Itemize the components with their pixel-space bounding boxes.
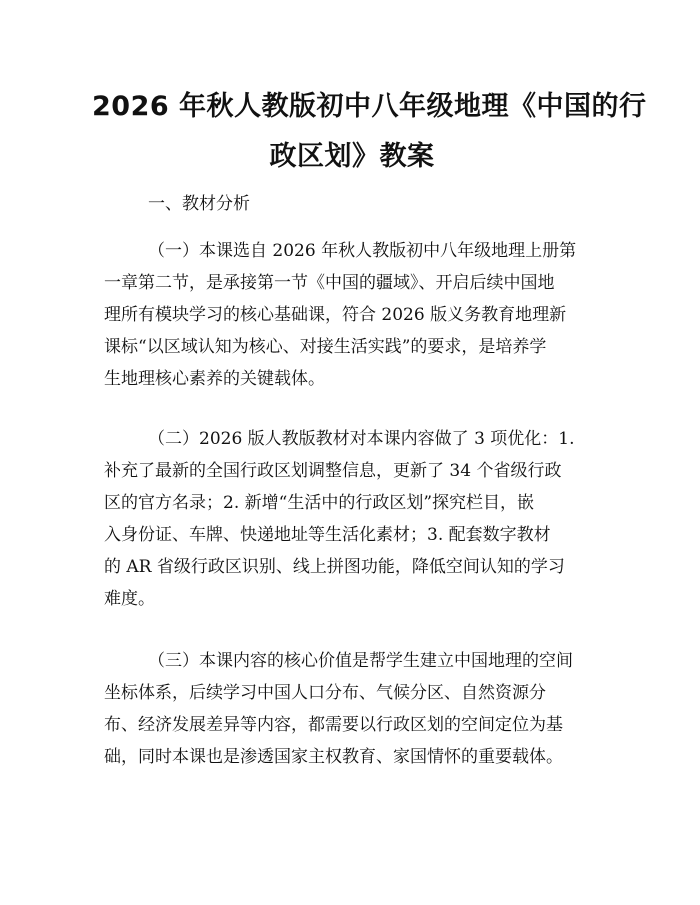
paragraph-core-value xyxy=(104,645,604,773)
paragraph-line: 区的官方名录；2. 新增“生活中的行政区划”探究栏目，嵌 xyxy=(104,493,535,513)
paragraph-line: （二）2026 版人教版教材对本课内容做了 3 项优化：1. xyxy=(148,429,575,449)
paragraph-line: （三）本课内容的核心价值是帮学生建立中国地理的空间 xyxy=(148,651,573,671)
paragraph-line: 础，同时本课也是渗透国家主权教育、家国情怀的重要载体。 xyxy=(104,747,563,767)
paragraph-line: 一章第二节，是承接第一节《中国的疆域》、开启后续中国地 xyxy=(104,273,555,293)
paragraph-line: 理所有模块学习的核心基础课，符合 2026 版义务教育地理新 xyxy=(104,305,567,325)
title-line: 2026 年秋人教版初中八年级地理《中国的行 xyxy=(92,91,647,122)
document-title xyxy=(92,82,647,182)
paragraph-line: 的 AR 省级行政区识别、线上拼图功能，降低空间认知的学习 xyxy=(104,557,565,577)
paragraph-line: 生地理核心素养的关键载体。 xyxy=(104,369,325,389)
paragraph-textbook-source xyxy=(104,235,604,395)
paragraph-line: 坐标体系，后续学习中国人口分布、气候分区、自然资源分 xyxy=(104,683,546,703)
paragraph-textbook-updates xyxy=(104,423,604,615)
paragraph-line: 课标“以区域认知为核心、对接生活实践”的要求，是培养学 xyxy=(104,337,547,357)
paragraph-line: 布、经济发展差异等内容，都需要以行政区划的空间定位为基 xyxy=(104,715,563,735)
paragraph-line: 补充了最新的全国行政区划调整信息，更新了 34 个省级行政 xyxy=(104,461,562,481)
paragraph-line: 难度。 xyxy=(104,589,155,609)
paragraph-line: （一）本课选自 2026 年秋人教版初中八年级地理上册第 xyxy=(148,241,577,261)
paragraph-line: 入身份证、车牌、快递地址等生活化素材；3. 配套数字教材 xyxy=(104,525,551,545)
title-line: 政区划》教案 xyxy=(269,141,435,172)
section-heading: 一、教材分析 xyxy=(148,194,250,214)
